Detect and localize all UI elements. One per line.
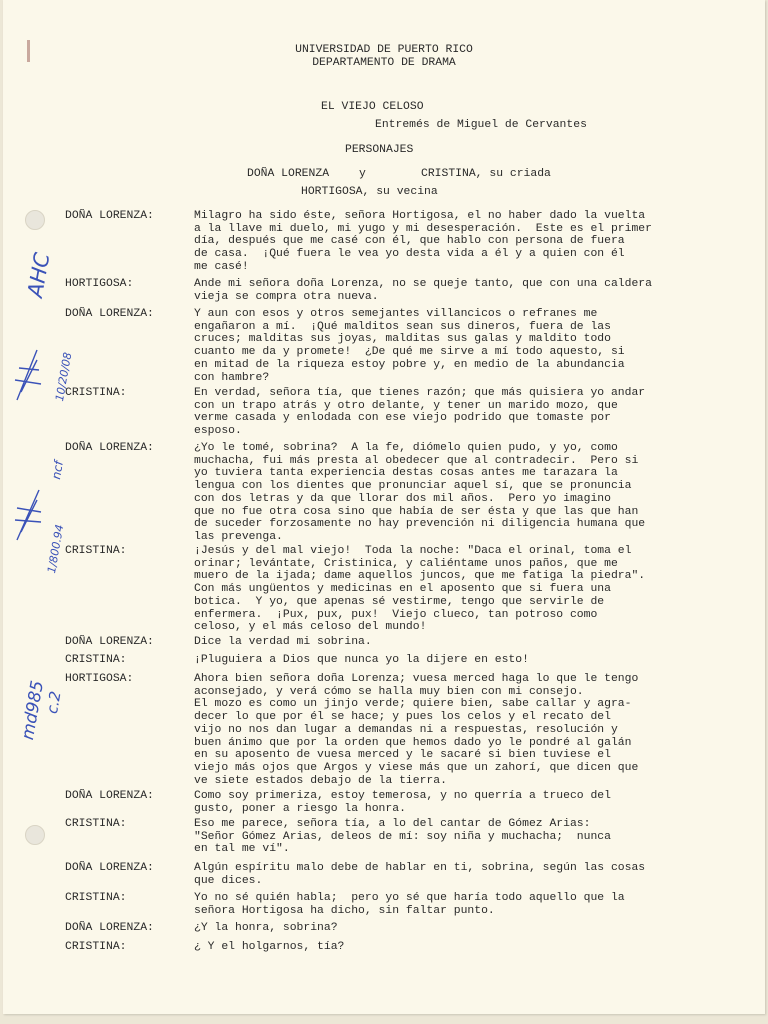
dialogue-line: con un trapo atrás y otro delante, y tener un marido mozo, que xyxy=(194,399,618,412)
dialogue-line: vijo no nos dan lugar a demandas ni a respuestas, resolución y xyxy=(194,723,618,736)
dialogue-line: en su aposento de vuesa merced y le sacaré si bien tuviese el xyxy=(194,749,611,762)
dialogue-line: ¡Pluguiera a Dios que nunca yo la dijere en esto! xyxy=(194,654,529,666)
dialogue-line: Dice la verdad mi sobrina. xyxy=(194,636,372,648)
speaker-label: DOÑA LORENZA: xyxy=(65,210,154,222)
dialogue-text xyxy=(194,442,704,544)
handwritten-note: c.2 xyxy=(43,689,65,716)
speaker-label: DOÑA LORENZA: xyxy=(65,790,154,802)
handwritten-note: ncf xyxy=(49,459,66,481)
dialogue-text xyxy=(194,673,704,787)
dialogue-line: viejo más ojos que Argos y viese más que un zahorí, que dicen que xyxy=(194,761,639,774)
handwritten-note: md985 xyxy=(18,679,49,742)
speaker-label: HORTIGOSA: xyxy=(65,278,134,290)
dialogue-line: de suceder forzosamente no hay prevención ni diligencia humana que xyxy=(194,518,646,531)
dialogue-line: orinar; levántate, Cristinica, y caliéntame unos paños, que me xyxy=(194,557,618,570)
dialogue-line: me casé! xyxy=(194,260,249,273)
dialogue-line: ¿Y la honra, sobrina? xyxy=(194,922,338,934)
dialogue-line: a la llave mi duelo, mi yugo y mi desesperación. Este es el primer xyxy=(194,222,652,235)
play-title: EL VIEJO CELOSO xyxy=(321,101,424,113)
dialogue-text xyxy=(194,941,704,954)
dialogue-line: con hambre? xyxy=(194,371,270,384)
speaker-label: CRISTINA: xyxy=(65,818,127,830)
header-department: DEPARTAMENTO DE DRAMA xyxy=(312,57,456,69)
speaker-label: CRISTINA: xyxy=(65,941,127,953)
dialogue-line: cuanto me da y promete! ¿De qué me sirve a mí todo aquesto, si xyxy=(194,346,625,359)
dialogue-line: ve siete estados debajo de la tierra. xyxy=(194,774,447,787)
handwritten-note: AHC xyxy=(23,250,55,300)
dialogue-line: ¿Yo le tomé, sobrina? A la fe, diómelo quien pudo, y yo, como xyxy=(194,442,618,454)
dialogue-text xyxy=(194,545,704,634)
speaker-label: CRISTINA: xyxy=(65,387,127,399)
dialogue-text xyxy=(194,308,704,384)
dialogue-text xyxy=(194,210,704,274)
dialogue-line: buen ánimo que por la orden que hemos dado yo le pondré al galán xyxy=(194,736,632,749)
dialogue-line: lengua con los dientes que pronunciar aquel sí, que se pronuncia xyxy=(194,480,632,493)
cast-cristina: CRISTINA, su criada xyxy=(421,168,551,180)
cast-dona-lorenza: DOÑA LORENZA xyxy=(247,168,330,180)
handwritten-note: 1/800.94 xyxy=(45,523,67,575)
dialogue-line: muero de la ijada; dame aquellos juncos, que me fatiga la piedra". xyxy=(194,570,646,583)
dialogue-text xyxy=(194,636,704,649)
dialogue-text xyxy=(194,790,704,815)
cast-hortigosa: HORTIGOSA, su vecina xyxy=(301,186,438,198)
dialogue-line: Como soy primeriza, estoy temerosa, y no querría a trueco del xyxy=(194,790,611,802)
dialogue-line: decer lo que por él se hace; y pues los celos y el recato del xyxy=(194,711,611,724)
speaker-label: HORTIGOSA: xyxy=(65,673,134,685)
speaker-label: CRISTINA: xyxy=(65,545,127,557)
dialogue-line: Y aun con esos y otros semejantes villancicos o refranes me xyxy=(194,308,598,320)
scribble-marks xyxy=(7,340,47,570)
dialogue-line: Milagro ha sido éste, señora Hortigosa, el no haber dado la vuelta xyxy=(194,210,646,222)
dialogue-line: en mitad de la riqueza estoy pobre y, en medio de la abundancia xyxy=(194,358,625,371)
handwritten-note: 10/20/08 xyxy=(53,351,75,403)
dialogue-line: botica. Y yo, que apenas sé vestirme, tengo que servirle de xyxy=(194,595,605,608)
dialogue-line: "Señor Gómez Arias, deleos de mí: soy niña y muchacha; nunca xyxy=(194,830,611,843)
dialogue-line: ¿ Y el holgarnos, tía? xyxy=(194,941,345,953)
dialogue-line: ¡Jesús y del mal viejo! Toda la noche: "Daca el orinal, toma el xyxy=(194,545,632,557)
dialogue-line: señora Hortigosa ha dicho, sin faltar punto. xyxy=(194,904,495,917)
dialogue-line: vieja se compra otra nueva. xyxy=(194,290,379,303)
dialogue-line: engañaron a mí. ¡Qué malditos sean sus dineros, fuera de las xyxy=(194,320,611,333)
speaker-label: DOÑA LORENZA: xyxy=(65,636,154,648)
dialogue-line: esposo. xyxy=(194,425,242,438)
dialogue-line: enfermera. ¡Pux, pux, pux! Viejo clueco, tan potroso como xyxy=(194,608,598,621)
speaker-label: DOÑA LORENZA: xyxy=(65,442,154,454)
dialogue-line: con dos letras y da que llorar dos mil años. Pero yo imagino xyxy=(194,492,611,505)
dialogue-line: El mozo es como un jinjo verde; quiere bien, sabe callar y agra- xyxy=(194,698,632,711)
dialogue-line: cruces; malditas sus joyas, malditas sus galas y maldito todo xyxy=(194,333,611,346)
dialogue-line: de casa. ¡Qué fuera le vea yo desta vida a él y a quien con él xyxy=(194,248,625,261)
dialogue-text xyxy=(194,654,704,667)
dialogue-line: Algún espíritu malo debe de hablar en ti, sobrina, según las cosas xyxy=(194,862,646,874)
speaker-label: DOÑA LORENZA: xyxy=(65,308,154,320)
dialogue-line: En verdad, señora tía, que tienes razón; que más quisiera yo andar xyxy=(194,387,646,399)
play-subtitle: Entremés de Miguel de Cervantes xyxy=(375,119,587,131)
punch-hole xyxy=(25,825,45,845)
dialogue-text xyxy=(194,862,704,887)
dialogue-line: celoso, y el más celoso del mundo! xyxy=(194,621,427,634)
dialogue-line: aconsejado, y verá cómo se halla muy bien con mi consejo. xyxy=(194,685,584,698)
dialogue-line: día, después que me casé con él, que hablo con persona de fuera xyxy=(194,235,625,248)
dialogue-line: en tal me ví". xyxy=(194,843,290,856)
dialogue-line: yo tuviera tanta experiencia destas cosas antes me tarazara la xyxy=(194,467,618,480)
speaker-label: DOÑA LORENZA: xyxy=(65,862,154,874)
dialogue-text xyxy=(194,892,704,917)
dialogue-line: gusto, poner a riesgo la honra. xyxy=(194,802,406,815)
dialogue-text xyxy=(194,818,704,856)
dialogue-text xyxy=(194,387,704,438)
header-university: UNIVERSIDAD DE PUERTO RICO xyxy=(295,44,473,56)
dialogue-text xyxy=(194,922,704,935)
dialogue-line: Yo no sé quién habla; pero yo sé que haría todo aquello que la xyxy=(194,892,625,904)
punch-hole xyxy=(25,210,45,230)
dialogue-line: verme casada y enlodada con ese viejo podrido que tomaste por xyxy=(194,412,611,425)
speaker-label: CRISTINA: xyxy=(65,654,127,666)
dialogue-line: Ande mi señora doña Lorenza, no se queje tanto, que con una caldera xyxy=(194,278,652,290)
dialogue-line: muchacha, fui más presta al obedecer que al contradecir. Pero si xyxy=(194,454,639,467)
speaker-label: CRISTINA: xyxy=(65,892,127,904)
script-page xyxy=(3,0,765,1014)
dialogue-line: Con más ungüentos y medicinas en el aposento que si fuera una xyxy=(194,583,611,596)
speaker-label: DOÑA LORENZA: xyxy=(65,922,154,934)
dialogue-line: que dices. xyxy=(194,874,263,887)
cast-y: y xyxy=(359,168,366,180)
dialogue-text xyxy=(194,278,704,303)
dialogue-line: que no fue otra cosa sino que había de ser ésta y que las que han xyxy=(194,505,639,518)
personajes-heading: PERSONAJES xyxy=(345,144,414,156)
dialogue-line: Eso me parece, señora tía, a lo del cantar de Gómez Arias: xyxy=(194,818,591,830)
dialogue-line: Ahora bien señora doña Lorenza; vuesa merced haga lo que le tengo xyxy=(194,673,639,685)
dialogue-line: las prevenga. xyxy=(194,530,283,543)
